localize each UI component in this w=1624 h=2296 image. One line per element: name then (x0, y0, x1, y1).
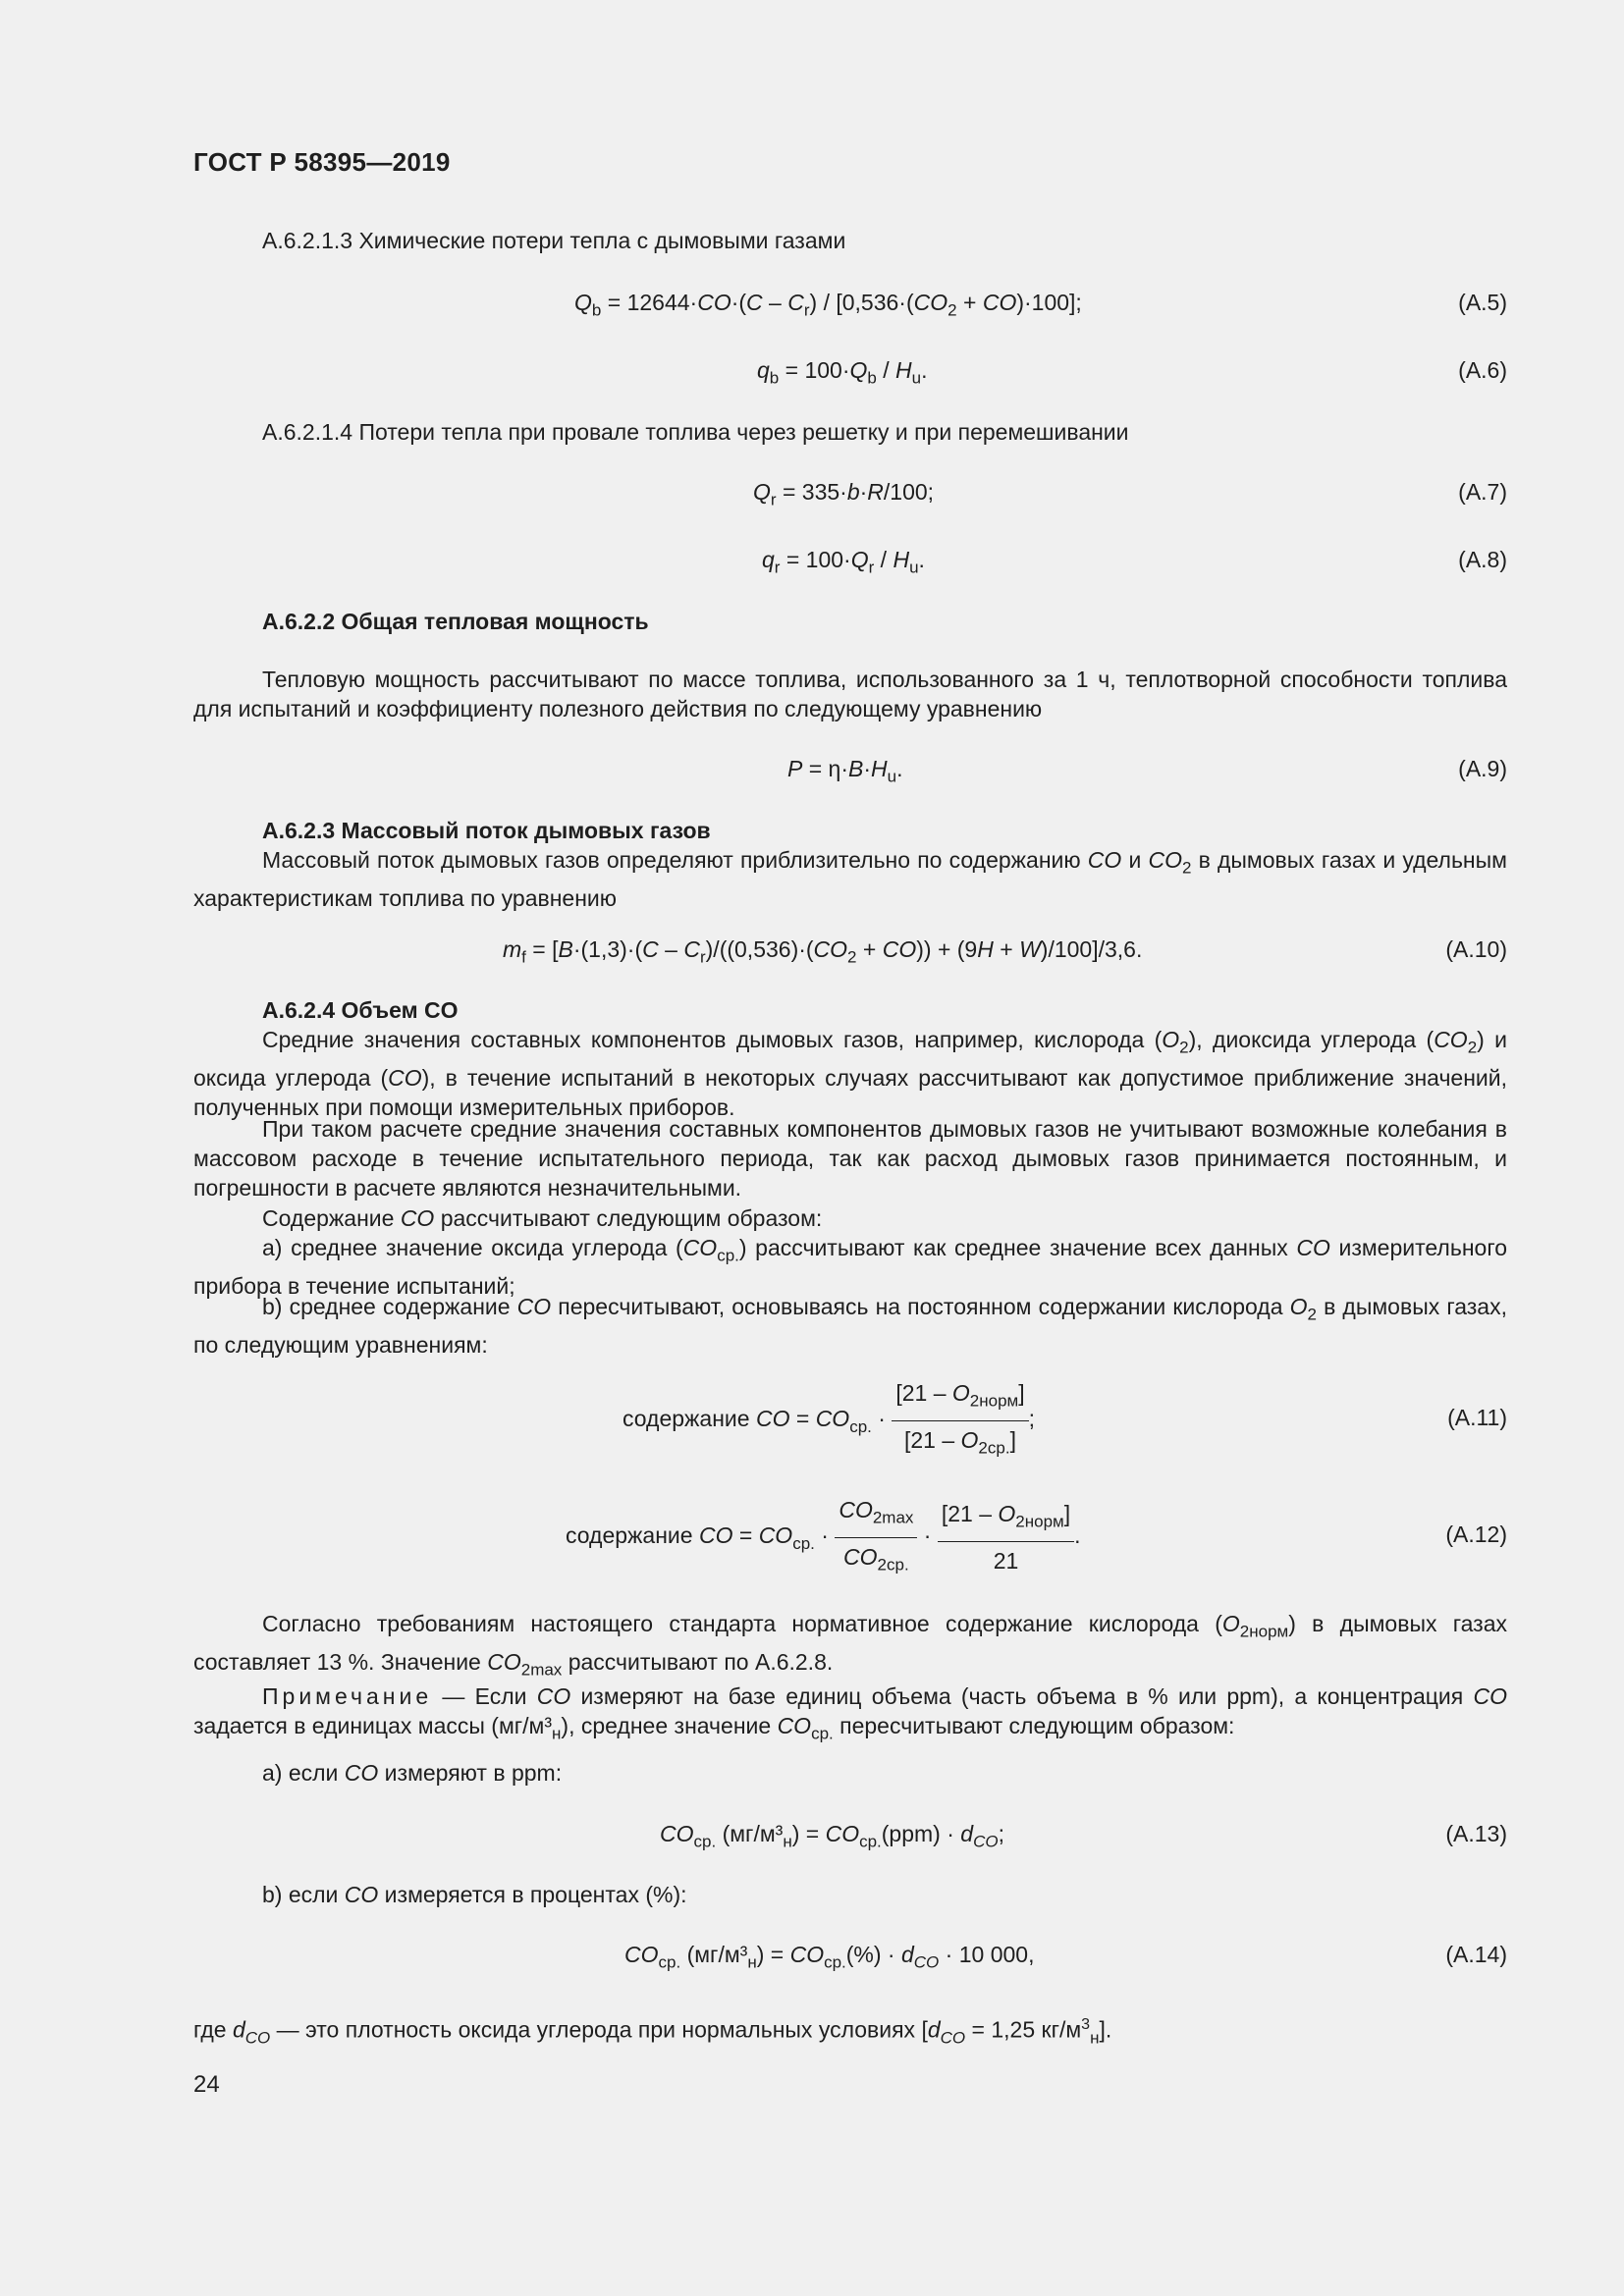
equation-number-a12: (А.12) (1445, 1522, 1507, 1547)
equation-number-a8: (А.8) (1458, 547, 1507, 572)
note-item-a: a) если CO измеряют в ppm: (262, 1760, 563, 1786)
section-a622-heading: А.6.2.2 Общая тепловая мощность (262, 609, 649, 634)
equation-number-a6: (А.6) (1458, 357, 1507, 383)
section-a6213-label: А.6.2.1.3 Химические потери тепла с дымовыми газами (262, 228, 846, 253)
paragraph-o2-norm: Согласно требованиям настоящего стандарта нормативное содержание кислорода $(O_{2норм})$ в дымовых газах составляет 13 %. Значение $CO_{2max}$ рассчитывают по А.6.2.8. (193, 1611, 1507, 1680)
section-a624-item-a: a) среднее значение оксида углерода $(CO_{ср.})$ рассчитывают как среднее значение всех данных CO измерительного прибора в течение испытаний; (193, 1235, 1507, 1299)
fraction: $\frac{[21 - O_{2норм}]}{21}$ (938, 1499, 1074, 1575)
formula-word: содержание (566, 1522, 693, 1549)
section-a624-heading: А.6.2.4 Объем CO (262, 997, 459, 1023)
equation-number-a10: (А.10) (1445, 936, 1507, 962)
document-header: ГОСТ Р 58395—2019 (193, 147, 451, 177)
equation-number-a9: (А.9) (1458, 756, 1507, 781)
formula-a9: $P = \eta\cdot B\cdot H_u$. (787, 756, 903, 786)
note-item-b: b) если CO измеряется в процентах (%): (262, 1882, 687, 1907)
formula-a7: $Q_r = 335\cdot b\cdot R/100$; (753, 479, 935, 509)
section-a622-text: Тепловую мощность рассчитывают по массе топлива, использованного за 1 ч, теплотворной способности топлива для испытаний и коэффициенту полезного действия по следующему уравнению (193, 667, 1507, 721)
section-a624-item-b: b) среднее содержание CO пересчитывают, основываясь на постоянном содержании кислорода $O_2$ в дымовых газах, по следующим уравнениям: (193, 1294, 1507, 1358)
formula-a6: $q_b = 100\cdot Q_b / H_u$. (757, 357, 928, 388)
formula-word: содержание (623, 1406, 750, 1432)
equation-number-a11: (А.11) (1447, 1405, 1507, 1430)
formula-a12: содержание CO = $CO_{ср.}$ · $\frac{CO_{2max}}{CO_{2ср.}}$ · $\frac{[21 - O_{2норм}]}{21}$ . (566, 1495, 1081, 1579)
page-number: 24 (193, 2071, 220, 2098)
formula-a14: $CO_{ср.}$ $(мг/м^3_н) = CO_{ср.}(\%) \cdot d_{CO} \cdot 10$ 000, (624, 1942, 1035, 1972)
equation-number-a14: (А.14) (1445, 1942, 1507, 1967)
note-label: Примечание (262, 1683, 433, 1709)
formula-a8: $q_r = 100\cdot Q_r / H_u$. (762, 547, 925, 577)
formula-a10: $m_f = [B\cdot(1,3)\cdot(C - C_r)/((0,536)\cdot(CO_2 + CO)) + (9H + W)/100]/3,6$. (503, 936, 1143, 967)
note-paragraph: Примечание — Если CO измеряют на базе единиц объема (часть объема в % или ppm), а концентрация CO задается в единицах массы $(мг/м^3_н)$, среднее значение $CO_{ср.}$ пересчитывают следующим образом: (193, 1683, 1507, 1743)
fraction: $\frac{[21 - O_{2норм}]}{[21 - O_{2ср.}]}$ (892, 1378, 1028, 1463)
formula-a13: $CO_{ср.}$ $(мг/м^3_н) = CO_{ср.}(ppm) \cdot d_{CO}$; (660, 1821, 1004, 1851)
section-a623-heading: А.6.2.3 Массовый поток дымовых газов (262, 818, 711, 843)
formula-a11: содержание CO = $CO_{ср.}$ · $\frac{[21 - O_{2норм}]}{[21 - O_{2ср.}]}$ ; (623, 1378, 1035, 1463)
where-clause: где $d_{CO}$ — это плотность оксида углерода при нормальных условиях [$d_{CO} = 1,25$ $кг/м^3_н$]. (193, 2016, 1112, 2048)
equation-number-a5: (А.5) (1458, 290, 1507, 315)
section-a6214-label: А.6.2.1.4 Потери тепла при провале топлива через решетку и при перемешивании (262, 419, 1129, 445)
equation-number-a13: (А.13) (1445, 1821, 1507, 1846)
formula-a5: $Q_b = 12644\cdot CO\cdot(C - C_r) / [0,536\cdot(CO_2 + CO)\cdot 100]$; (574, 290, 1082, 320)
section-a624-p2: При таком расчете средние значения составных компонентов дымовых газов не учитывают возможные колебания в массовом расходе в течение испытательного периода, так как расход дымовых газов принимается постоянным, и погрешности в расчете являются незначительными. (193, 1116, 1507, 1201)
section-a624-p3: Содержание CO рассчитывают следующим образом: (262, 1205, 823, 1231)
fraction: $\frac{CO_{2max}}{CO_{2ср.}}$ (835, 1495, 917, 1579)
section-a623-text: Массовый поток дымовых газов определяют приблизительно по содержанию CO и $CO_2$ в дымовых газах и удельным характеристикам топлива по уравнению (193, 847, 1507, 911)
equation-number-a7: (А.7) (1458, 479, 1507, 505)
section-a624-p1: Средние значения составных компонентов дымовых газов, например, кислорода $(O_2)$, диоксида углерода $(CO_2)$ и оксида углерода (CO), в течение испытаний в некоторых случаях рассчитывают как допустимое приближение значений, полученных при помощи измерительных приборов. (193, 1027, 1508, 1120)
